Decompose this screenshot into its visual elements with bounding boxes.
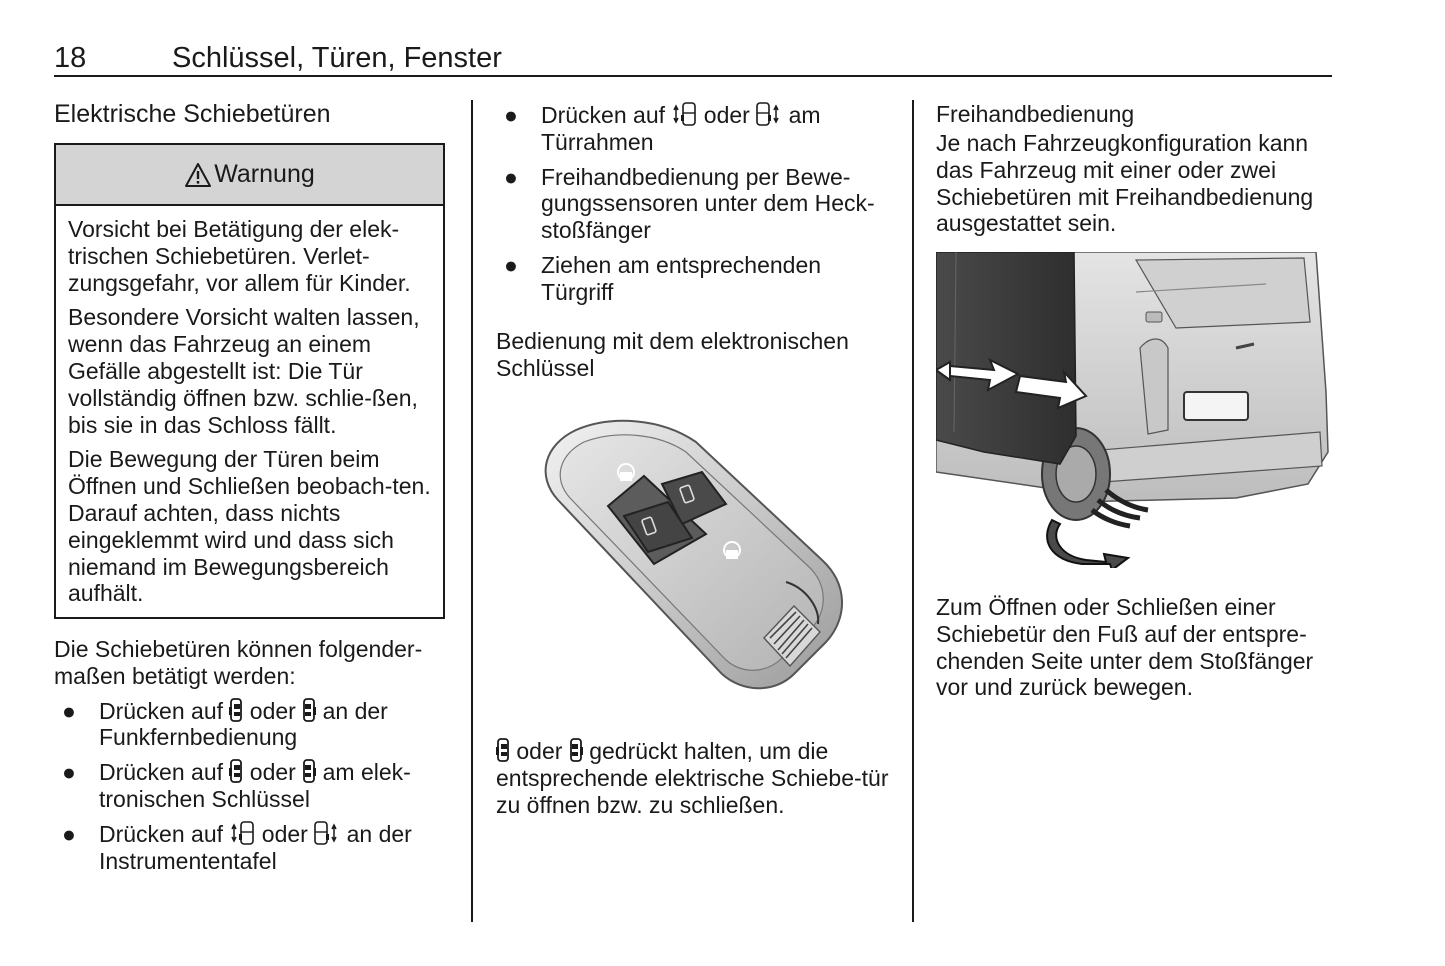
list-item: ● Drücken auf oder am Türrahmen (504, 102, 821, 155)
warning-paragraph: Die Bewegung der Türen beim Öffnen und Schließen beobach-ten. Darauf achten, dass nichts eingeklemmt wird und dass sich niemand im Bewegungsbereich aufhält. (68, 446, 431, 607)
door-arrows-right-icon (756, 102, 782, 126)
door-arrows-left-icon (671, 102, 697, 126)
bullet-dot-icon: ● (504, 102, 518, 128)
door-arrows-right-icon (314, 821, 340, 845)
warning-triangle-icon (184, 162, 212, 188)
sliding-door-left-icon (229, 759, 243, 783)
sliding-door-right-icon (302, 759, 316, 783)
sliding-door-right-icon (302, 698, 316, 722)
warning-paragraph: Vorsicht bei Betätigung der elek-trischen Schiebetüren. Verlet-zungsgefahr, vor allem für Kinder. (68, 216, 411, 296)
chapter-title: Schlüssel, Türen, Fenster (172, 42, 502, 74)
sliding-door-left-icon (229, 698, 243, 722)
page-number: 18 (54, 42, 87, 74)
subheading-hands-free: Freihandbedienung (936, 101, 1135, 127)
bullet-dot-icon: ● (62, 697, 76, 724)
subheading-electronic-key: Bedienung mit dem elektronischen Schlüssel (496, 328, 849, 381)
hands-free-caption: Zum Öffnen oder Schließen einer Schiebetür den Fuß auf der entspre-chenden Seite unter dem Stoßfänger vor und zurück bewegen. (936, 594, 1314, 701)
sliding-door-right-icon (569, 738, 583, 762)
list-item: ● Drücken auf oder am elek-tronischen Schlüssel (62, 759, 411, 812)
warning-paragraph: Besondere Vorsicht walten lassen, wenn das Fahrzeug an einem Gefälle abgestellt ist: Die Tür vollständig öffnen bzw. schlie-ßen, bis sie in das Schloss fällt. (68, 304, 420, 438)
warning-box (54, 143, 445, 619)
bullet-dot-icon: ● (504, 251, 518, 278)
column-1-text (54, 636, 446, 882)
column-divider-2 (912, 100, 914, 922)
hands-free-intro: Je nach Fahrzeugkonfiguration kann das Fahrzeug mit einer oder zwei Schiebetüren mit Freihandbedienung ausgestattet sein. (936, 130, 1314, 237)
bullet-dot-icon: ● (62, 759, 76, 786)
list-item: ● Ziehen am entsprechenden Türgriff (504, 251, 822, 305)
electronic-key-caption: oder gedrückt halten, um die entsprechende elektrische Schiebe-tür zu öffnen bzw. zu schließen. (496, 738, 889, 818)
van-rear-illustration (936, 252, 1332, 568)
bullet-dot-icon: ● (504, 163, 518, 190)
header-rule (54, 75, 1332, 77)
electronic-key-illustration (536, 412, 856, 694)
list-item: ● Drücken auf oder an der Instrumententafel (62, 820, 412, 874)
warning-header (56, 145, 443, 206)
list-item: ● Freihandbedienung per Bewe-gungssensoren unter dem Heck-stoßfänger (504, 163, 875, 244)
bullet-dot-icon: ● (62, 820, 76, 847)
section-title: Elektrische Schiebetüren (54, 100, 331, 128)
sliding-door-left-icon (496, 738, 510, 762)
operation-intro: Die Schiebetüren können folgender-maßen betätigt werden: (54, 636, 423, 689)
operation-list-continued (496, 102, 896, 306)
list-item: ● Drücken auf oder an der Funkfernbedienung (62, 697, 388, 751)
column-divider-1 (471, 100, 473, 922)
operation-list (54, 698, 446, 875)
door-arrows-left-icon (229, 821, 255, 845)
column-2-bullets (496, 102, 896, 314)
warning-body (56, 206, 443, 607)
warning-title: Warnung (214, 160, 315, 188)
